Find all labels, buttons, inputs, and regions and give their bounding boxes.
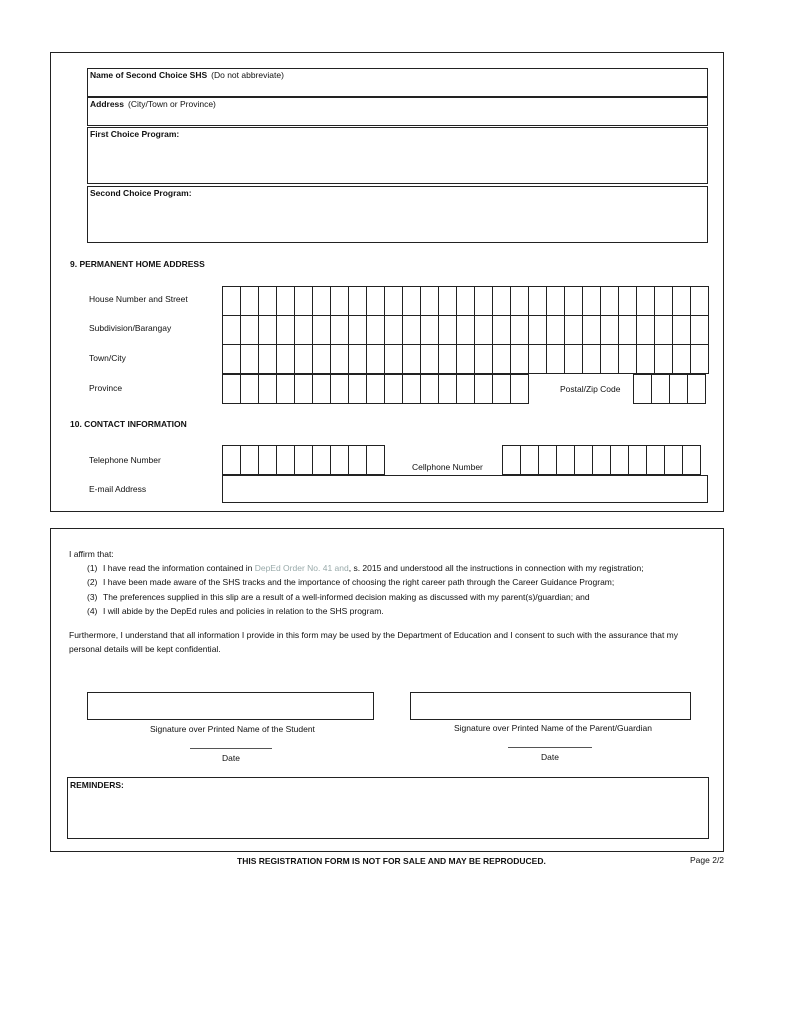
character-box[interactable]: [565, 286, 583, 316]
character-box[interactable]: [601, 315, 619, 345]
email-field[interactable]: [222, 475, 708, 503]
second-choice-shs-field[interactable]: [87, 68, 708, 97]
student-date-label: Date: [222, 753, 240, 763]
character-box[interactable]: [259, 344, 277, 374]
address-label: Address (City/Town or Province): [90, 99, 216, 109]
character-box[interactable]: [349, 315, 367, 345]
character-box[interactable]: [655, 315, 673, 345]
character-box[interactable]: [331, 374, 349, 404]
affirmation-item-4: (4) I will abide by the DepEd rules and policies in relation to the SHS program.: [87, 605, 384, 616]
character-box[interactable]: [349, 445, 367, 475]
character-box[interactable]: [295, 286, 313, 316]
character-box[interactable]: [223, 374, 241, 404]
character-box[interactable]: [601, 286, 619, 316]
character-box[interactable]: [439, 286, 457, 316]
character-box[interactable]: [295, 374, 313, 404]
character-box[interactable]: [241, 286, 259, 316]
affirmation-item-3: (3) The preferences supplied in this slip are a result of a well-informed decision making as discussed with my parent(s)/guardian; and: [87, 591, 590, 602]
character-box[interactable]: [223, 445, 241, 475]
character-box[interactable]: [331, 286, 349, 316]
affirmation-item-1: (1) I have read the information contained in DepEd Order No. 41 and, s. 2015 and understood all the instructions in connection with my registration;: [87, 563, 644, 574]
character-box[interactable]: [637, 286, 655, 316]
character-box[interactable]: [647, 445, 665, 475]
cellphone-boxes[interactable]: [502, 445, 701, 475]
character-box[interactable]: [547, 315, 565, 345]
character-box[interactable]: [691, 344, 709, 374]
character-box[interactable]: [529, 315, 547, 345]
character-box[interactable]: [259, 286, 277, 316]
character-box[interactable]: [673, 344, 691, 374]
character-box[interactable]: [277, 445, 295, 475]
page-number: Page 2/2: [690, 855, 725, 865]
subdivision-boxes[interactable]: [222, 315, 709, 345]
character-box[interactable]: [385, 286, 403, 316]
character-box[interactable]: [493, 344, 511, 374]
character-box[interactable]: [583, 344, 601, 374]
character-box[interactable]: [223, 344, 241, 374]
character-box[interactable]: [403, 286, 421, 316]
character-box[interactable]: [349, 344, 367, 374]
character-box[interactable]: [565, 344, 583, 374]
parent-signature-field[interactable]: [410, 692, 691, 720]
character-box[interactable]: [691, 315, 709, 345]
postal-code-label: Postal/Zip Code: [560, 384, 621, 394]
affirmation-block: [69, 547, 709, 656]
character-box[interactable]: [655, 286, 673, 316]
parent-signature-label: Signature over Printed Name of the Parent/Guardian: [454, 723, 652, 733]
character-box[interactable]: [331, 445, 349, 475]
character-box[interactable]: [349, 286, 367, 316]
second-choice-program-field[interactable]: [87, 186, 708, 243]
character-box[interactable]: [241, 445, 259, 475]
house-number-boxes[interactable]: [222, 286, 709, 316]
character-box[interactable]: [403, 315, 421, 345]
province-label: Province: [89, 383, 123, 393]
affirmation-intro: I affirm that:: [69, 549, 114, 559]
affirmation-item-2: (2) I have been made aware of the SHS tracks and the importance of choosing the right career path through the Career Guidance Program;: [87, 577, 615, 588]
character-box[interactable]: [547, 344, 565, 374]
character-box[interactable]: [259, 445, 277, 475]
character-box[interactable]: [349, 374, 367, 404]
character-box[interactable]: [277, 315, 295, 345]
character-box[interactable]: [385, 374, 403, 404]
student-signature-label: Signature over Printed Name of the Student: [150, 724, 315, 734]
consent-statement: Furthermore, I understand that all information I provide in this form may be used by the Department of Education and I consent to such with the assurance that my personal details will be kept confidential.: [69, 630, 679, 655]
character-box[interactable]: [637, 344, 655, 374]
character-box[interactable]: [277, 286, 295, 316]
character-box[interactable]: [493, 315, 511, 345]
character-box[interactable]: [331, 344, 349, 374]
character-box[interactable]: [601, 344, 619, 374]
character-box[interactable]: [475, 315, 493, 345]
character-box[interactable]: [313, 374, 331, 404]
footer-notice: THIS REGISTRATION FORM IS NOT FOR SALE AND MAY BE REPRODUCED.: [237, 856, 546, 866]
character-box[interactable]: [241, 344, 259, 374]
character-box[interactable]: [565, 315, 583, 345]
character-box[interactable]: [634, 374, 652, 404]
first-choice-program-label: First Choice Program:: [90, 129, 180, 139]
character-box[interactable]: [385, 344, 403, 374]
reminders-box: [67, 777, 709, 839]
cellphone-label: Cellphone Number: [412, 462, 483, 472]
character-box[interactable]: [670, 374, 688, 404]
character-box[interactable]: [503, 445, 521, 475]
character-box[interactable]: [619, 286, 637, 316]
telephone-label: Telephone Number: [89, 455, 161, 465]
character-box[interactable]: [575, 445, 593, 475]
character-box[interactable]: [557, 445, 575, 475]
parent-date-label: Date: [541, 752, 559, 762]
character-box[interactable]: [457, 286, 475, 316]
character-box[interactable]: [295, 315, 313, 345]
student-date-line: [190, 748, 272, 749]
character-box[interactable]: [421, 374, 439, 404]
character-box[interactable]: [439, 315, 457, 345]
email-label: E-mail Address: [89, 484, 147, 494]
character-box[interactable]: [259, 374, 277, 404]
character-box[interactable]: [457, 315, 475, 345]
character-box[interactable]: [457, 344, 475, 374]
character-box[interactable]: [475, 374, 493, 404]
character-box[interactable]: [673, 315, 691, 345]
character-box[interactable]: [223, 315, 241, 345]
character-box[interactable]: [367, 344, 385, 374]
character-box[interactable]: [511, 286, 529, 316]
town-city-boxes[interactable]: [222, 344, 709, 374]
character-box[interactable]: [421, 315, 439, 345]
character-box[interactable]: [313, 286, 331, 316]
character-box[interactable]: [691, 286, 709, 316]
character-box[interactable]: [403, 374, 421, 404]
character-box[interactable]: [619, 344, 637, 374]
contact-info-title: 10. CONTACT INFORMATION: [70, 419, 187, 429]
subdivision-label: Subdivision/Barangay: [89, 323, 172, 333]
permanent-address-title: 9. PERMANENT HOME ADDRESS: [70, 259, 205, 269]
character-box[interactable]: [511, 344, 529, 374]
character-box[interactable]: [652, 374, 670, 404]
second-choice-shs-label: Name of Second Choice SHS (Do not abbreviate): [90, 70, 284, 80]
reminders-label: REMINDERS:: [70, 780, 124, 790]
character-box[interactable]: [511, 315, 529, 345]
character-box[interactable]: [493, 374, 511, 404]
character-box[interactable]: [421, 286, 439, 316]
character-box[interactable]: [539, 445, 557, 475]
character-box[interactable]: [367, 315, 385, 345]
character-box[interactable]: [439, 374, 457, 404]
character-box[interactable]: [511, 374, 529, 404]
postal-code-boxes[interactable]: [633, 374, 706, 404]
character-box[interactable]: [547, 286, 565, 316]
character-box[interactable]: [529, 344, 547, 374]
character-box[interactable]: [313, 315, 331, 345]
character-box[interactable]: [313, 445, 331, 475]
character-box[interactable]: [367, 374, 385, 404]
student-signature-field[interactable]: [87, 692, 374, 720]
town-city-label: Town/City: [89, 353, 126, 363]
parent-date-line: [508, 747, 592, 748]
character-box[interactable]: [673, 286, 691, 316]
character-box[interactable]: [521, 445, 539, 475]
character-box[interactable]: [583, 315, 601, 345]
character-box[interactable]: [385, 315, 403, 345]
character-box[interactable]: [241, 374, 259, 404]
character-box[interactable]: [683, 445, 701, 475]
character-box[interactable]: [241, 315, 259, 345]
character-box[interactable]: [611, 445, 629, 475]
character-box[interactable]: [331, 315, 349, 345]
character-box[interactable]: [295, 344, 313, 374]
character-box[interactable]: [277, 374, 295, 404]
address-field[interactable]: [87, 97, 708, 126]
character-box[interactable]: [457, 374, 475, 404]
character-box[interactable]: [593, 445, 611, 475]
character-box[interactable]: [583, 286, 601, 316]
character-box[interactable]: [493, 286, 511, 316]
character-box[interactable]: [655, 344, 673, 374]
character-box[interactable]: [619, 315, 637, 345]
character-box[interactable]: [629, 445, 647, 475]
character-box[interactable]: [259, 315, 277, 345]
character-box[interactable]: [223, 286, 241, 316]
character-box[interactable]: [637, 315, 655, 345]
character-box[interactable]: [313, 344, 331, 374]
character-box[interactable]: [403, 344, 421, 374]
second-choice-program-label: Second Choice Program:: [90, 188, 192, 198]
first-choice-program-field[interactable]: [87, 127, 708, 184]
character-box[interactable]: [529, 286, 547, 316]
house-number-label: House Number and Street: [89, 294, 188, 304]
character-box[interactable]: [665, 445, 683, 475]
telephone-boxes[interactable]: [222, 445, 385, 475]
character-box[interactable]: [367, 445, 385, 475]
character-box[interactable]: [421, 344, 439, 374]
character-box[interactable]: [475, 344, 493, 374]
character-box[interactable]: [688, 374, 706, 404]
character-box[interactable]: [475, 286, 493, 316]
character-box[interactable]: [439, 344, 457, 374]
character-box[interactable]: [295, 445, 313, 475]
province-boxes[interactable]: [222, 374, 529, 404]
character-box[interactable]: [277, 344, 295, 374]
character-box[interactable]: [367, 286, 385, 316]
